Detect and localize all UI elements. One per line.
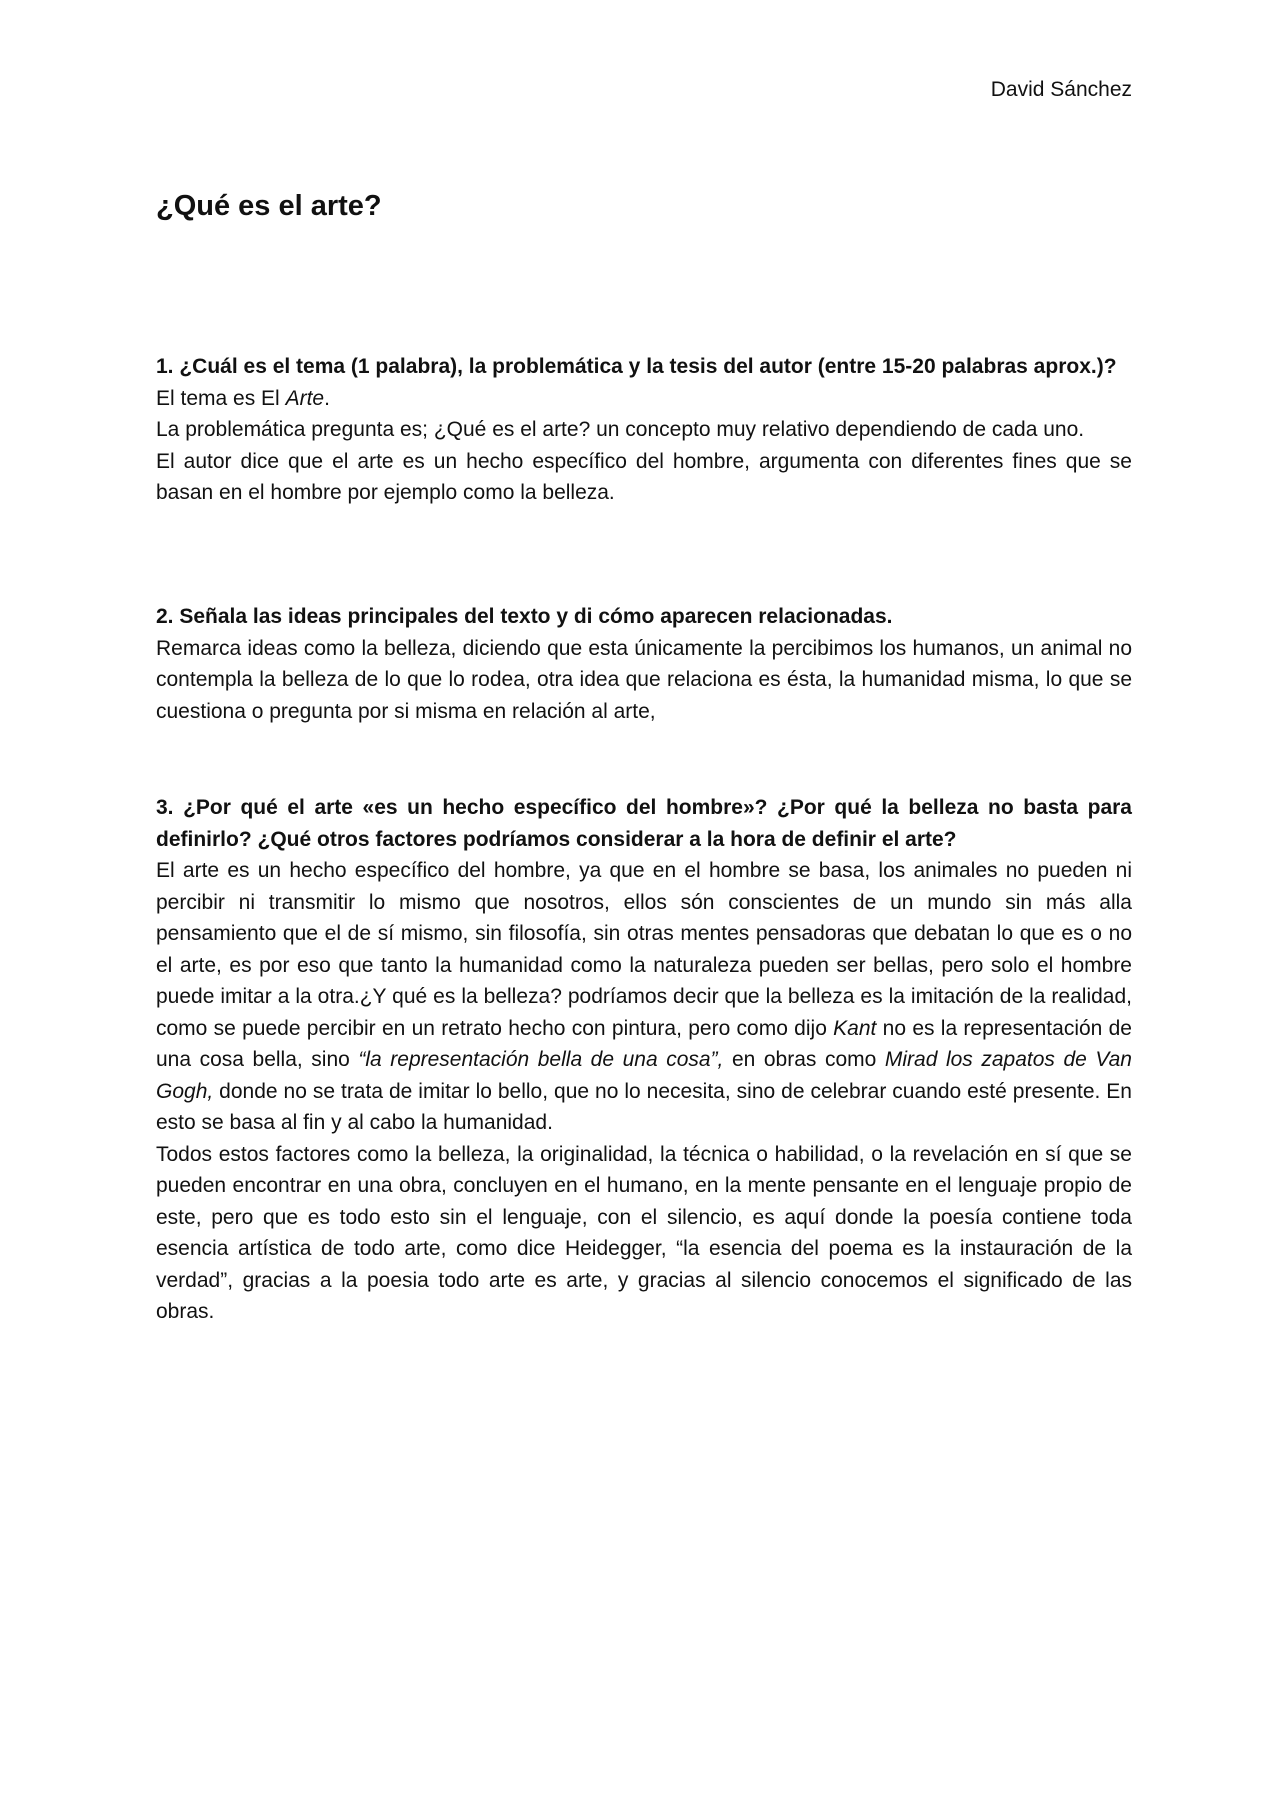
answer-1-theme	[156, 383, 1132, 415]
kant-quote: “la representación bella de una cosa”,	[358, 1048, 724, 1071]
question-2: 2. Señala las ideas principales del texto y di cómo aparecen relacionadas.	[156, 605, 893, 628]
author-name: David Sánchez	[990, 78, 1132, 101]
answer-1-problem: La problemática pregunta es; ¿Qué es el arte? un concepto muy relativo dependiendo de cada uno.	[156, 418, 1085, 441]
question-3: 3. ¿Por qué el arte «es un hecho específico del hombre»? ¿Por qué la belleza no basta para definirlo? ¿Qué otros factores podríamos considerar a la hora de definir el arte?	[156, 796, 1132, 851]
question-1: 1. ¿Cuál es el tema (1 palabra), la problemática y la tesis del autor (entre 15-20 palabras aprox.)?	[156, 355, 1117, 378]
answer-3-paragraph-1	[156, 855, 1132, 1139]
answer-1-thesis: El autor dice que el arte es un hecho específico del hombre, argumenta con diferentes fines que se basan en el hombre por ejemplo como la belleza.	[156, 449, 1132, 504]
kant-name: Kant	[833, 1016, 877, 1040]
answer-3-text-a: El arte es un hecho específico del hombre, ya que en el hombre se basa, los animales no pueden ni percibir ni transmitir lo mismo que nosotros, ellos són conscientes de un mundo sin más alla pensamiento que el de sí mismo, sin filosofía, sin otras mentes pensadoras que debatan lo que es o no el arte, es por eso que tanto la humanidad como la naturaleza pueden ser bellas, pero solo el hombre puede imitar a la otra.¿Y qué es la belleza? podríamos decir que la belleza es la imitación de la realidad, como se puede percibir en un retrato hecho con pintura, pero como dijo	[156, 859, 1132, 1040]
theme-suffix: .	[324, 386, 330, 410]
section-3	[156, 792, 1132, 1328]
section-1	[156, 351, 1132, 509]
answer-3-text-c: en obras como	[723, 1048, 885, 1071]
document-title: ¿Qué es el arte?	[156, 190, 382, 222]
answer-3-text-d: donde no se trata de imitar lo bello, que no lo necesita, sino de celebrar cuando esté presente. En esto se basa al fin y al cabo la humanidad.	[156, 1079, 1132, 1134]
answer-3-paragraph-2: Todos estos factores como la belleza, la originalidad, la técnica o habilidad, o la revelación en sí que se pueden encontrar en una obra, concluyen en el humano, en la mente pensante en el lenguaje propio de este, pero que es todo esto sin el lenguaje, con el silencio, es aquí donde la poesía contiene toda esencia artística de todo arte, como dice Heidegger, “la esencia del poema es la instauración de la verdad”, gracias a la poesia todo arte es arte, y gracias al silencio conocemos el significado de las obras.	[156, 1142, 1132, 1323]
answer-3-text-b: no es la representación de una cosa bella, sino	[156, 1016, 1132, 1071]
section-2	[156, 601, 1132, 727]
artwork-title: Mirad los zapatos de Van Gogh,	[156, 1048, 1132, 1103]
theme-word: Arte	[285, 386, 325, 410]
theme-prefix: El tema es El	[156, 386, 286, 410]
answer-2: Remarca ideas como la belleza, diciendo que esta únicamente la percibimos los humanos, un animal no contempla la belleza de lo que lo rodea, otra idea que relaciona es ésta, la humanidad misma, lo que se cuestiona o pregunta por si misma en relación al arte,	[156, 636, 1132, 723]
